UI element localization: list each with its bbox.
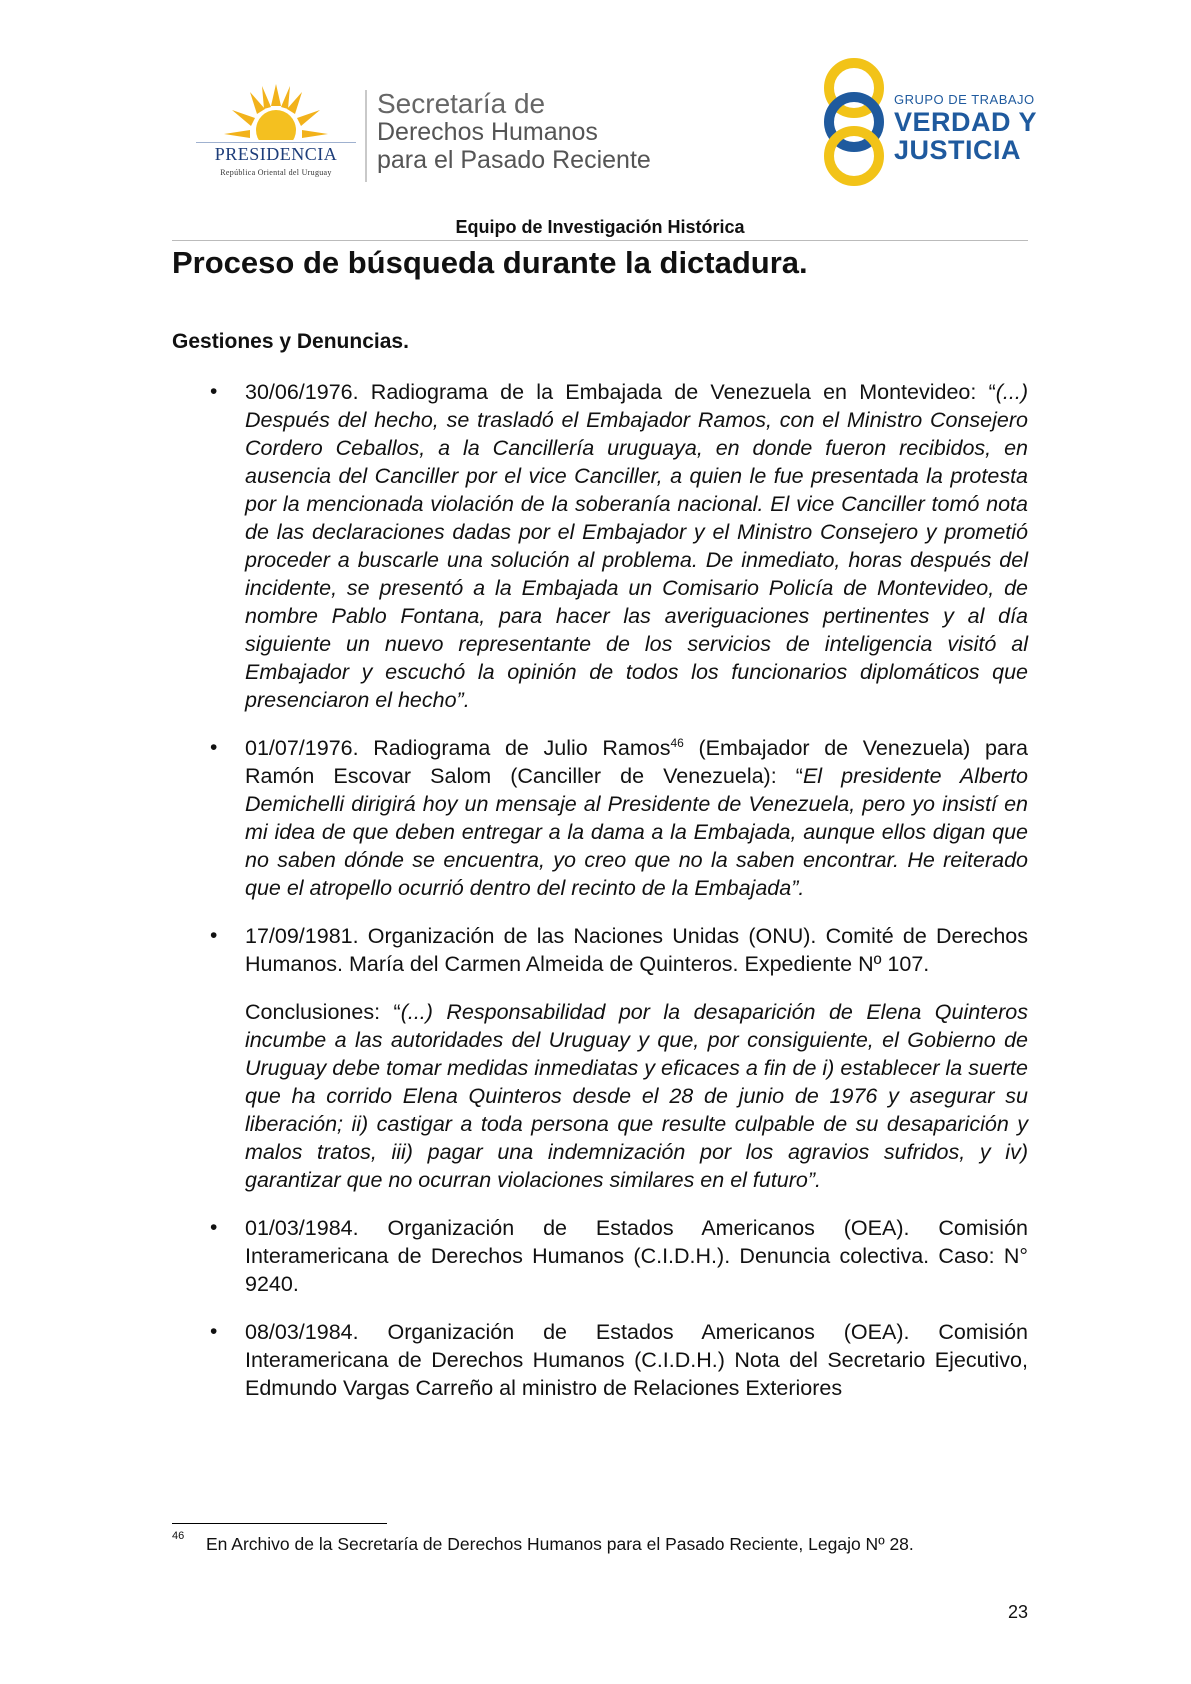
list-item bbox=[210, 922, 1028, 1194]
footnote-number: 46 bbox=[172, 1530, 185, 1542]
presidencia-subtitle: República Oriental del Uruguay bbox=[220, 168, 332, 177]
item-text bbox=[245, 378, 1028, 714]
section-heading: Gestiones y Denuncias. bbox=[172, 330, 409, 353]
item-lead: 01/07/1976. Radiograma de Julio Ramos bbox=[245, 736, 671, 760]
item-quote: (...) Después del hecho, se trasladó el Embajador Ramos, con el Ministro Consejero Cordero Ceballos, a la Cancillería uruguaya, en donde fueron recibidos, en ausencia del Canciller por el vice Canciller, a quien le fue presentada la protesta por la mencionada violación de la soberanía nacional. El vice Canciller tomó nota de las declaraciones dadas por el Embajador y el Ministro Consejero y prometió proceder a buscarle una solución al problema. De inmediato, horas después del incidente, se presentó a la Embajada un Comisario Policía de Montevideo, de nombre Pablo Fontana, para hacer las averiguaciones pertinentes y al día siguiente un nuevo representante de los servicios de inteligencia visitó al Embajador y escuchó la opinión de todos los funcionarios diplomáticos que presenciaron el hecho”. bbox=[245, 380, 1028, 712]
grupo-label: GRUPO DE TRABAJO bbox=[894, 92, 1035, 107]
conclusion-lead: Conclusiones: “ bbox=[245, 1000, 401, 1024]
footnote-separator bbox=[172, 1523, 387, 1524]
item-text: 08/03/1984. Organización de Estados Americanos (OEA). Comisión Interamericana de Derechos Humanos (C.I.D.H.) Nota del Secretario Ejecutivo, Edmundo Vargas Carreño al ministro de Relaciones Exteriores bbox=[245, 1320, 1028, 1400]
rings-emblem-icon bbox=[822, 56, 892, 186]
sun-emblem-icon bbox=[224, 82, 328, 144]
presidencia-logo bbox=[196, 82, 356, 182]
team-title: Equipo de Investigación Histórica bbox=[455, 217, 745, 237]
list-item bbox=[210, 734, 1028, 902]
item-conclusion bbox=[245, 998, 1028, 1194]
page-number: 23 bbox=[1007, 1602, 1028, 1622]
secretaria-line-1: Secretaría de bbox=[377, 88, 546, 119]
list-item bbox=[210, 1214, 1028, 1298]
bullet-icon: • bbox=[210, 1320, 218, 1343]
secretaria-logo-text bbox=[377, 90, 651, 174]
grupo-title bbox=[894, 108, 1037, 164]
list-item bbox=[210, 1318, 1028, 1402]
item-quote: El presidente Alberto Demichelli dirigirá hoy un mensaje al Presidente de Venezuela, pero yo insistí en mi idea de que deben entregar a la dama a la Embajada, aunque ellos digan que no saben dónde se encuentra, yo creo que no la saben encontrar. He reiterado que el atropello ocurrió dentro del recinto de la Embajada”. bbox=[245, 764, 1028, 900]
item-text: 17/09/1981. Organización de las Naciones Unidas (ONU). Comité de Derechos Humanos. María del Carmen Almeida de Quinteros. Expediente Nº 107. bbox=[245, 924, 1028, 976]
bullet-icon: • bbox=[210, 736, 218, 759]
secretaria-line-3: para el Pasado Reciente bbox=[377, 146, 651, 174]
item-lead: 30/06/1976. Radiograma de la Embajada de Venezuela en Montevideo: “ bbox=[245, 380, 996, 404]
page-title: Proceso de búsqueda durante la dictadura. bbox=[172, 245, 808, 280]
footnote-text: En Archivo de la Secretaría de Derechos Humanos para el Pasado Reciente, Legajo Nº 28. bbox=[206, 1534, 914, 1554]
bullet-icon: • bbox=[210, 380, 218, 403]
grupo-title-line-1: VERDAD Y bbox=[894, 107, 1038, 137]
header-divider bbox=[365, 90, 367, 182]
secretaria-line-2: Derechos Humanos bbox=[377, 118, 598, 146]
list-item bbox=[210, 378, 1028, 714]
grupo-title-line-2: JUSTICIA bbox=[894, 135, 1022, 165]
verdad-justicia-logo bbox=[822, 56, 1052, 186]
bullet-icon: • bbox=[210, 1216, 218, 1239]
conclusion-quote: (...) Responsabilidad por la desaparición de Elena Quinteros incumbe a las autoridades del Uruguay y que, por consiguiente, el Gobierno de Uruguay debe tomar medidas inmediatas y eficaces a fin de i) establecer la suerte que ha corrido Elena Quinteros desde el 28 de junio de 1976 y asegurar su liberación; ii) castigar a toda persona que resulte culpable de su desaparición y malos tratos, iii) pagar una indemnización por los agravios sufridos, y iv) garantizar que no ocurran violaciones similares en el futuro”. bbox=[245, 1000, 1028, 1192]
events-list bbox=[210, 378, 1028, 1422]
footnote-ref: 46 bbox=[670, 735, 684, 750]
presidencia-name: PRESIDENCIA bbox=[214, 144, 338, 164]
page-header bbox=[0, 0, 1191, 210]
bullet-icon: • bbox=[210, 924, 218, 947]
logo-divider bbox=[196, 142, 356, 143]
header-rule bbox=[172, 240, 1028, 241]
item-text: 01/03/1984. Organización de Estados Americanos (OEA). Comisión Interamericana de Derechos Humanos (C.I.D.H.). Denuncia colectiva. Caso: N° 9240. bbox=[245, 1216, 1028, 1296]
item-text bbox=[245, 734, 1028, 902]
item-lead-continued: (Embajador de Venezuela) para Ramón Escovar Salom (Canciller de Venezuela): “ bbox=[245, 736, 1028, 788]
